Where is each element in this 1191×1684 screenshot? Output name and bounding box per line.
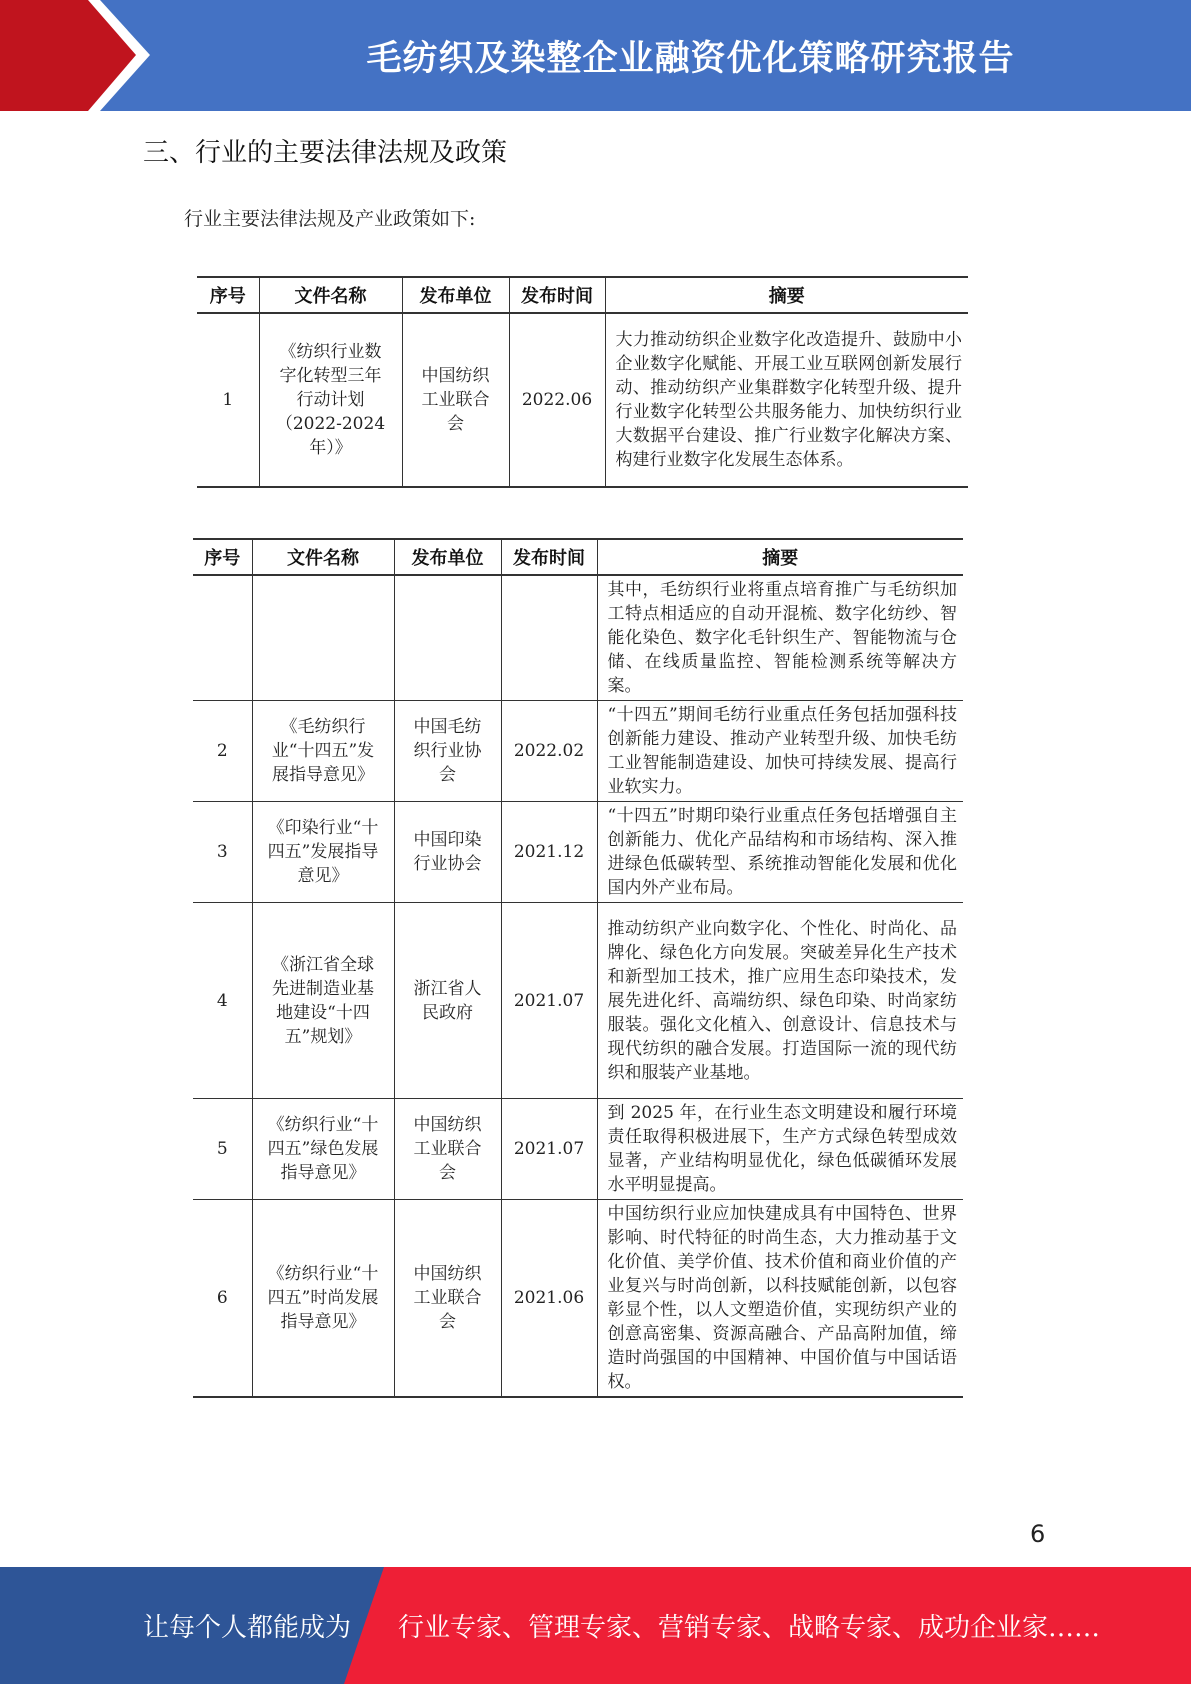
cell-name: 《印染行业“十四五”发展指导意见》 <box>252 802 394 903</box>
page-footer-banner <box>0 1567 1191 1684</box>
page-number: 6 <box>1030 1520 1046 1548</box>
cell-date <box>501 575 597 701</box>
cell-issuer: 中国印染行业协会 <box>394 802 501 903</box>
cell-summary: 推动纺织产业向数字化、个性化、时尚化、品牌化、绿色化方向发展。突破差异化生产技术和新型加工技术，推广应用生态印染技术，发展先进化纤、高端纺织、绿色印染、时尚家纺服装。强化文化植入、创意设计、信息技术与现代纺织的融合发展。打造国际一流的现代纺织和服装产业基地。 <box>597 903 963 1099</box>
cell-name: 《纺织行业“十四五”绿色发展指导意见》 <box>252 1099 394 1200</box>
cell-issuer: 中国纺织工业联合会 <box>394 1200 501 1398</box>
cell-name: 《毛纺织行业“十四五”发展指导意见》 <box>252 701 394 802</box>
cell-name: 《纺织行业“十四五”时尚发展指导意见》 <box>252 1200 394 1398</box>
table-row <box>193 802 963 903</box>
table-row <box>193 1099 963 1200</box>
header-issuer: 发布单位 <box>402 277 509 313</box>
policy-table-2 <box>193 538 963 1398</box>
table-row <box>193 903 963 1099</box>
table-header-row <box>193 539 963 575</box>
cell-summary: 到 2025 年，在行业生态文明建设和履行环境责任取得积极进展下，生产方式绿色转型成效显著，产业结构明显优化，绿色低碳循环发展水平明显提高。 <box>597 1099 963 1200</box>
cell-date: 2021.07 <box>501 903 597 1099</box>
cell-issuer <box>394 575 501 701</box>
table-row <box>193 575 963 701</box>
cell-summary: 中国纺织行业应加快建成具有中国特色、世界影响、时代特征的时尚生态，大力推动基于文化价值、美学价值、技术价值和商业价值的产业复兴与时尚创新，以科技赋能创新，以包容彰显个性，以人文塑造价值，实现纺织产业的创意高密集、资源高融合、产品高附加值，缔造时尚强国的中国精神、中国价值与中国话语权。 <box>597 1200 963 1398</box>
header-summary: 摘要 <box>605 277 968 313</box>
page-header-banner <box>0 0 1191 111</box>
cell-name: 《纺织行业数字化转型三年行动计划（2022-2024年）》 <box>259 313 402 487</box>
table-row <box>193 1200 963 1398</box>
policy-table-1 <box>197 276 968 488</box>
header-issuer: 发布单位 <box>394 539 501 575</box>
cell-issuer: 中国毛纺织行业协会 <box>394 701 501 802</box>
header-summary: 摘要 <box>597 539 963 575</box>
header-date: 发布时间 <box>509 277 605 313</box>
report-title: 毛纺织及染整企业融资优化策略研究报告 <box>366 38 1015 79</box>
cell-no: 2 <box>193 701 252 802</box>
cell-name: 《浙江省全球先进制造业基地建设“十四五”规划》 <box>252 903 394 1099</box>
cell-summary: 其中，毛纺织行业将重点培育推广与毛纺织加工特点相适应的自动开混梳、数字化纺纱、智能化染色、数字化毛针织生产、智能物流与仓储、在线质量监控、智能检测系统等解决方案。 <box>597 575 963 701</box>
red-chevron-decoration <box>0 0 150 111</box>
footer-slogan-left: 让每个人都能成为 <box>143 1613 352 1643</box>
cell-issuer: 中国纺织工业联合会 <box>402 313 509 487</box>
cell-issuer: 中国纺织工业联合会 <box>394 1099 501 1200</box>
header-name: 文件名称 <box>252 539 394 575</box>
header-no: 序号 <box>193 539 252 575</box>
header-no: 序号 <box>197 277 259 313</box>
cell-issuer: 浙江省人民政府 <box>394 903 501 1099</box>
cell-date: 2022.06 <box>509 313 605 487</box>
table-header-row <box>197 277 968 313</box>
cell-summary: “十四五”期间毛纺行业重点任务包括加强科技创新能力建设、推动产业转型升级、加快毛纺工业智能制造建设、加快可持续发展、提高行业软实力。 <box>597 701 963 802</box>
cell-date: 2021.06 <box>501 1200 597 1398</box>
cell-no: 1 <box>197 313 259 487</box>
cell-no <box>193 575 252 701</box>
cell-summary: 大力推动纺织企业数字化改造提升、鼓励中小企业数字化赋能、开展工业互联网创新发展行动、推动纺织产业集群数字化转型升级、提升行业数字化转型公共服务能力、加快纺织行业大数据平台建设、推广行业数字化解决方案、构建行业数字化发展生态体系。 <box>605 313 968 487</box>
cell-summary: “十四五”时期印染行业重点任务包括增强自主创新能力、优化产品结构和市场结构、深入推进绿色低碳转型、系统推动智能化发展和优化国内外产业布局。 <box>597 802 963 903</box>
intro-text: 行业主要法律法规及产业政策如下: <box>184 208 476 230</box>
cell-name <box>252 575 394 701</box>
cell-no: 3 <box>193 802 252 903</box>
cell-date: 2021.07 <box>501 1099 597 1200</box>
table-row <box>197 313 968 487</box>
cell-no: 5 <box>193 1099 252 1200</box>
section-heading: 三、行业的主要法律法规及政策 <box>143 138 508 168</box>
header-date: 发布时间 <box>501 539 597 575</box>
header-name: 文件名称 <box>259 277 402 313</box>
footer-slogan-right: 行业专家、管理专家、营销专家、战略专家、成功企业家…… <box>398 1613 1101 1643</box>
cell-date: 2022.02 <box>501 701 597 802</box>
cell-date: 2021.12 <box>501 802 597 903</box>
cell-no: 6 <box>193 1200 252 1398</box>
table-row <box>193 701 963 802</box>
cell-no: 4 <box>193 903 252 1099</box>
